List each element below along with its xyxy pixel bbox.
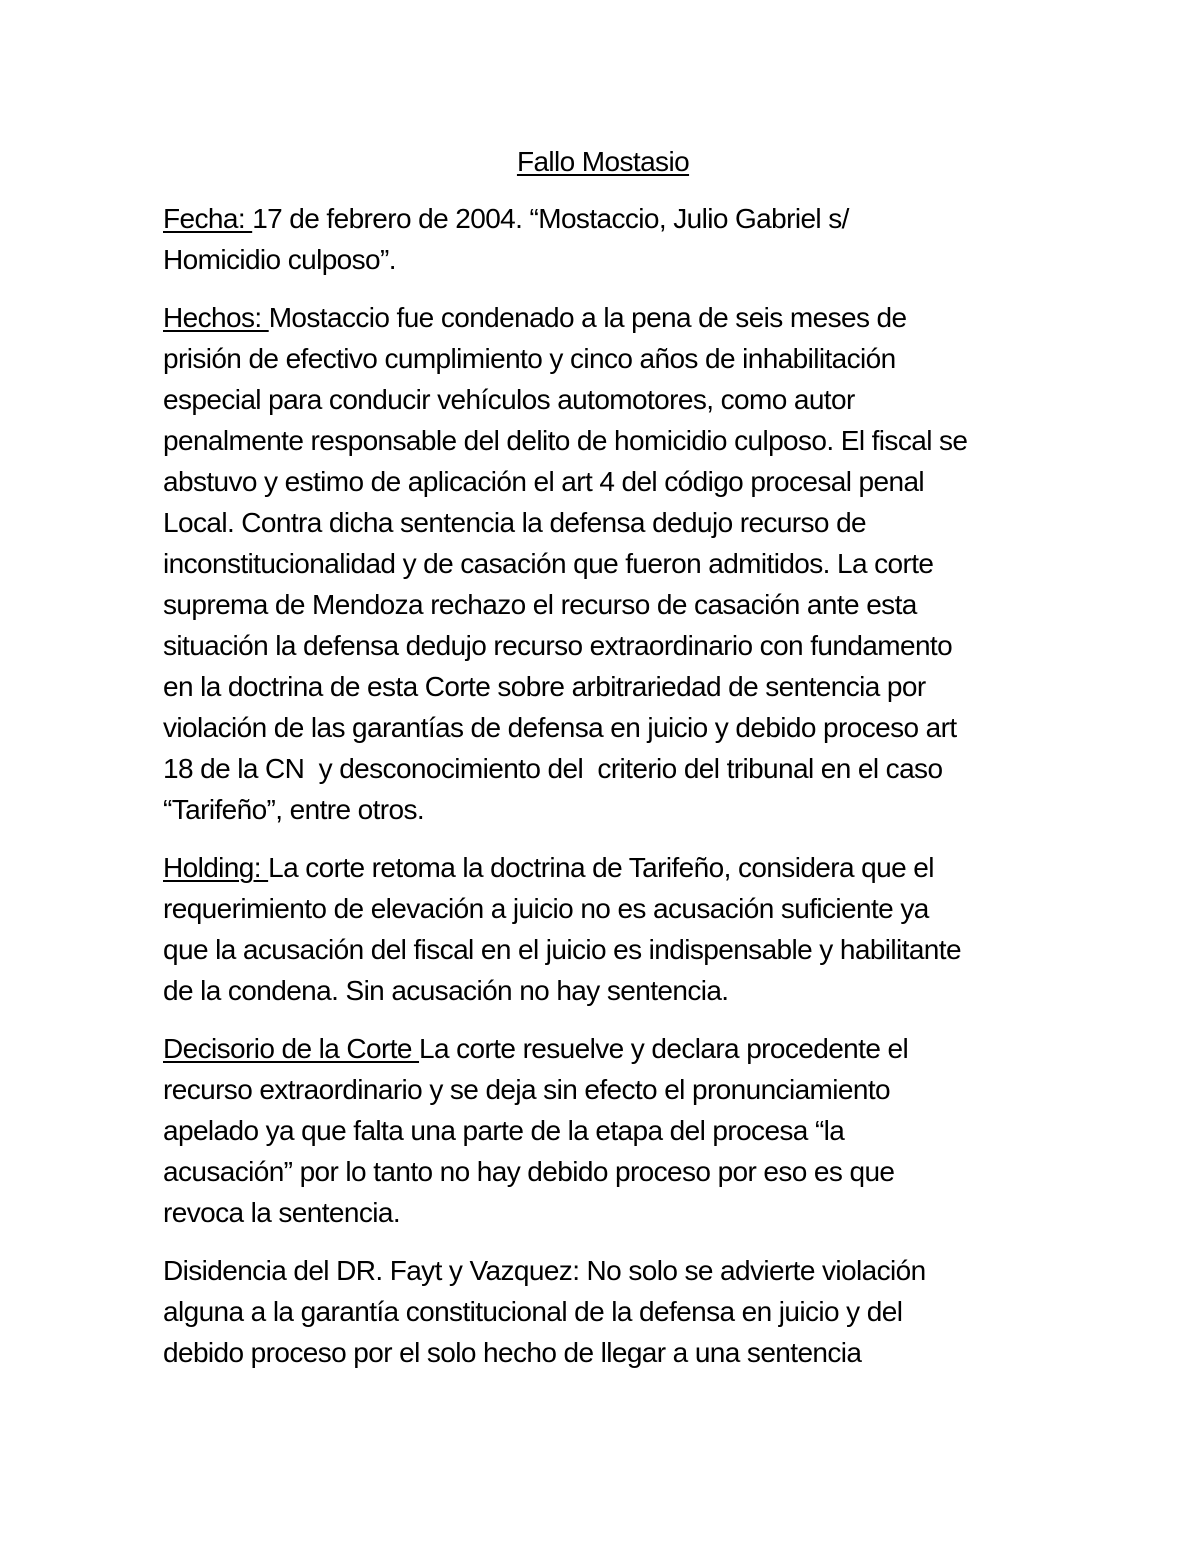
text-line [163,297,1043,338]
paragraph-hechos [163,297,1043,830]
text-line: violación de las garantías de defensa en juicio y debido proceso art [163,712,957,743]
text-run: La corte resuelve y declara procedente el [419,1033,909,1064]
paragraph-fecha [163,198,1043,280]
text-line: requerimiento de elevación a juicio no es acusación suficiente ya [163,893,929,924]
text-line: revoca la sentencia. [163,1197,401,1228]
text-line: apelado ya que falta una parte de la etapa del procesa “la [163,1115,845,1146]
page-title [163,141,1043,182]
text-line: en la doctrina de esta Corte sobre arbitrariedad de sentencia por [163,671,926,702]
section-label-holding: Holding: [163,852,269,883]
page-title-text: Fallo Mostasio [516,146,690,177]
text-line: 18 de la CN y desconocimiento del criterio del tribunal en el caso [163,753,943,784]
paragraph-disidencia [163,1250,1043,1373]
text-line [163,1028,1043,1069]
text-line: Local. Contra dicha sentencia la defensa dedujo recurso de [163,507,867,538]
text-line: alguna a la garantía constitucional de la defensa en juicio y del [163,1296,903,1327]
paragraph-holding [163,847,1043,1011]
text-line: de la condena. Sin acusación no hay sentencia. [163,975,729,1006]
text-line: que la acusación del fiscal en el juicio es indispensable y habilitante [163,934,961,965]
text-line: abstuvo y estimo de aplicación el art 4 del código procesal penal [163,466,925,497]
text-run: La corte retoma la doctrina de Tarifeño, considera que el [268,852,934,883]
text-run: Mostaccio fue condenado a la pena de seis meses de [268,302,907,333]
text-line: debido proceso por el solo hecho de llegar a una sentencia [163,1337,862,1368]
text-line: inconstitucionalidad y de casación que fueron admitidos. La corte [163,548,934,579]
section-label-hechos: Hechos: [163,302,269,333]
text-line: Disidencia del DR. Fayt y Vazquez: No solo se advierte violación [163,1255,926,1286]
document-body [163,141,1043,1390]
text-line: situación la defensa dedujo recurso extraordinario con fundamento [163,630,953,661]
text-line: especial para conducir vehículos automotores, como autor [163,384,855,415]
text-line: suprema de Mendoza rechazo el recurso de casación ante esta [163,589,917,620]
section-label-decisorio: Decisorio de la Corte [163,1033,420,1064]
text-line: “Tarifeño”, entre otros. [163,794,425,825]
text-line: penalmente responsable del delito de homicidio culposo. El fiscal se [163,425,968,456]
text-line: prisión de efectivo cumplimiento y cinco años de inhabilitación [163,343,896,374]
paragraph-decisorio [163,1028,1043,1233]
text-line: recurso extraordinario y se deja sin efecto el pronunciamiento [163,1074,890,1105]
text-line [163,847,1043,888]
section-label-fecha: Fecha: [163,203,253,234]
text-line: Homicidio culposo”. [163,244,396,275]
text-line [163,198,1043,239]
text-run: 17 de febrero de 2004. “Mostaccio, Julio Gabriel s/ [252,203,849,234]
text-line: acusación” por lo tanto no hay debido proceso por eso es que [163,1156,895,1187]
